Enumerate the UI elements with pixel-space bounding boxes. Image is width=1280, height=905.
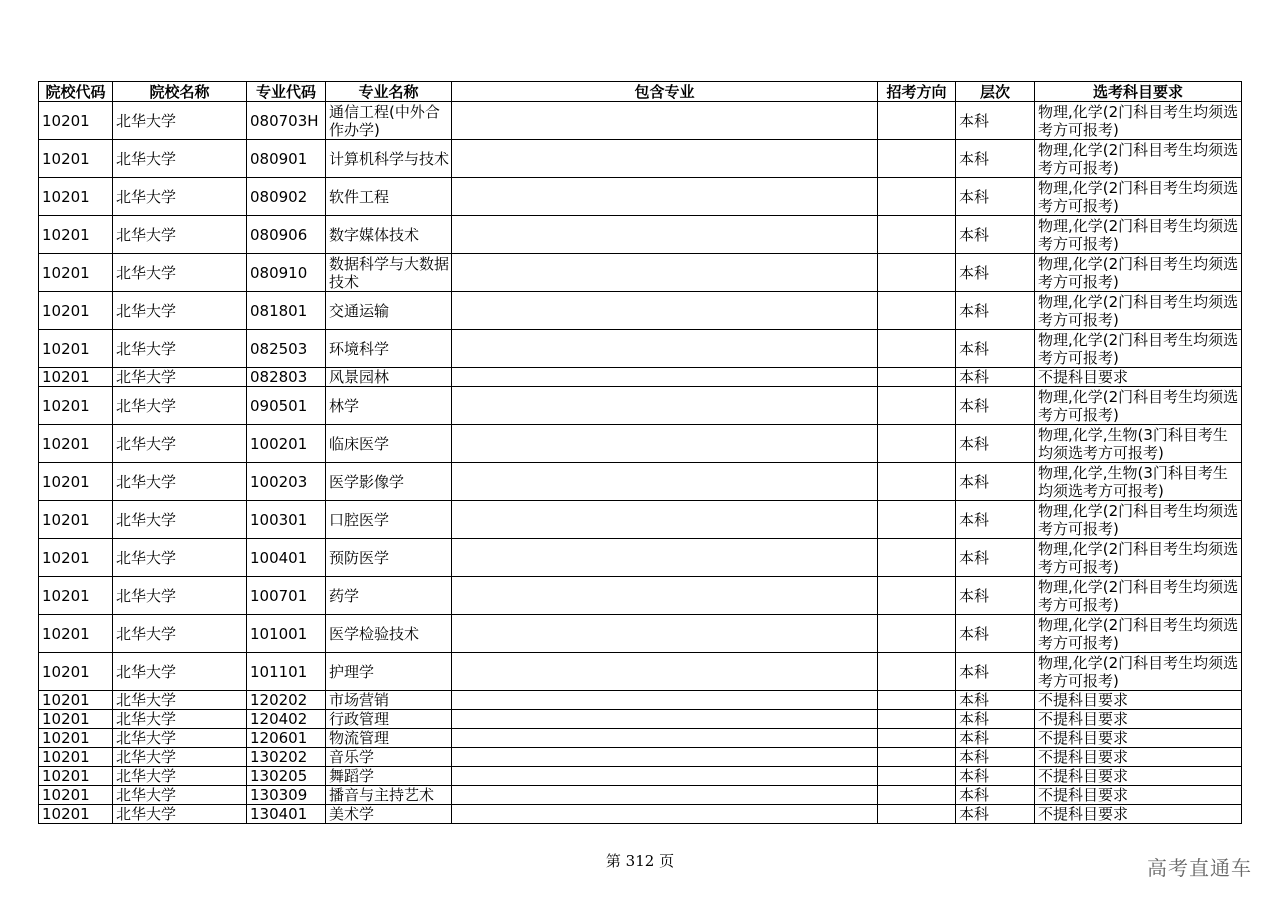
cell-major-code: 100701	[247, 577, 326, 615]
cell-included-majors	[452, 501, 878, 539]
cell-major-code: 081801	[247, 292, 326, 330]
cell-direction	[878, 691, 956, 710]
table-row	[39, 501, 1242, 539]
cell-direction	[878, 539, 956, 577]
cell-included-majors	[452, 577, 878, 615]
cell-major-name: 预防医学	[326, 539, 452, 577]
cell-direction	[878, 615, 956, 653]
cell-school-code: 10201	[39, 653, 113, 691]
cell-school-code: 10201	[39, 710, 113, 729]
table-body	[39, 102, 1242, 824]
cell-level: 本科	[956, 216, 1035, 254]
cell-school-code: 10201	[39, 615, 113, 653]
cell-major-code: 090501	[247, 387, 326, 425]
cell-school-code: 10201	[39, 330, 113, 368]
cell-major-name: 市场营销	[326, 691, 452, 710]
cell-school-code: 10201	[39, 729, 113, 748]
cell-school-code: 10201	[39, 805, 113, 824]
cell-school-code: 10201	[39, 463, 113, 501]
cell-major-code: 082503	[247, 330, 326, 368]
cell-level: 本科	[956, 577, 1035, 615]
cell-major-name: 美术学	[326, 805, 452, 824]
cell-direction	[878, 805, 956, 824]
cell-included-majors	[452, 539, 878, 577]
header-direction: 招考方向	[878, 82, 956, 102]
cell-included-majors	[452, 729, 878, 748]
cell-level: 本科	[956, 254, 1035, 292]
cell-direction	[878, 102, 956, 140]
cell-level: 本科	[956, 178, 1035, 216]
cell-included-majors	[452, 786, 878, 805]
table-row	[39, 178, 1242, 216]
cell-school-code: 10201	[39, 368, 113, 387]
cell-major-code: 080703H	[247, 102, 326, 140]
table-row	[39, 729, 1242, 748]
cell-school-code: 10201	[39, 425, 113, 463]
cell-school-code: 10201	[39, 140, 113, 178]
cell-major-code: 130309	[247, 786, 326, 805]
cell-included-majors	[452, 710, 878, 729]
cell-major-code: 100201	[247, 425, 326, 463]
cell-included-majors	[452, 178, 878, 216]
cell-major-code: 080901	[247, 140, 326, 178]
page-number: 第 312 页	[605, 852, 675, 870]
cell-requirement: 不提科目要求	[1035, 786, 1242, 805]
cell-school-name: 北华大学	[113, 710, 247, 729]
cell-major-code: 100401	[247, 539, 326, 577]
cell-major-code: 082803	[247, 368, 326, 387]
cell-major-name: 口腔医学	[326, 501, 452, 539]
cell-requirement: 物理,化学(2门科目考生均须选考方可报考)	[1035, 615, 1242, 653]
cell-requirement: 不提科目要求	[1035, 729, 1242, 748]
cell-level: 本科	[956, 691, 1035, 710]
cell-major-code: 080910	[247, 254, 326, 292]
table-row	[39, 539, 1242, 577]
table-row	[39, 330, 1242, 368]
cell-level: 本科	[956, 767, 1035, 786]
cell-major-name: 播音与主持艺术	[326, 786, 452, 805]
header-major-code: 专业代码	[247, 82, 326, 102]
cell-requirement: 物理,化学,生物(3门科目考生均须选考方可报考)	[1035, 425, 1242, 463]
cell-included-majors	[452, 653, 878, 691]
cell-direction	[878, 178, 956, 216]
cell-school-code: 10201	[39, 216, 113, 254]
table-row	[39, 216, 1242, 254]
cell-direction	[878, 767, 956, 786]
cell-level: 本科	[956, 292, 1035, 330]
header-school-name: 院校名称	[113, 82, 247, 102]
cell-major-code: 080902	[247, 178, 326, 216]
cell-level: 本科	[956, 748, 1035, 767]
cell-direction	[878, 501, 956, 539]
cell-school-name: 北华大学	[113, 805, 247, 824]
cell-school-name: 北华大学	[113, 615, 247, 653]
cell-major-name: 软件工程	[326, 178, 452, 216]
cell-school-name: 北华大学	[113, 767, 247, 786]
cell-school-code: 10201	[39, 767, 113, 786]
cell-major-name: 药学	[326, 577, 452, 615]
cell-school-name: 北华大学	[113, 463, 247, 501]
cell-requirement: 物理,化学(2门科目考生均须选考方可报考)	[1035, 577, 1242, 615]
cell-school-name: 北华大学	[113, 425, 247, 463]
header-requirement: 选考科目要求	[1035, 82, 1242, 102]
cell-major-code: 120601	[247, 729, 326, 748]
cell-level: 本科	[956, 463, 1035, 501]
cell-school-name: 北华大学	[113, 254, 247, 292]
cell-major-name: 护理学	[326, 653, 452, 691]
table-row	[39, 767, 1242, 786]
cell-included-majors	[452, 691, 878, 710]
cell-school-name: 北华大学	[113, 577, 247, 615]
cell-major-name: 数字媒体技术	[326, 216, 452, 254]
cell-major-code: 120402	[247, 710, 326, 729]
table-row	[39, 691, 1242, 710]
cell-included-majors	[452, 140, 878, 178]
table-row	[39, 254, 1242, 292]
cell-requirement: 不提科目要求	[1035, 767, 1242, 786]
cell-school-name: 北华大学	[113, 102, 247, 140]
cell-major-name: 数据科学与大数据技术	[326, 254, 452, 292]
cell-requirement: 物理,化学(2门科目考生均须选考方可报考)	[1035, 330, 1242, 368]
table-row	[39, 786, 1242, 805]
cell-direction	[878, 216, 956, 254]
cell-major-code: 100301	[247, 501, 326, 539]
cell-major-code: 130205	[247, 767, 326, 786]
table-header-row	[39, 82, 1242, 102]
table-row	[39, 653, 1242, 691]
cell-level: 本科	[956, 387, 1035, 425]
cell-school-code: 10201	[39, 102, 113, 140]
table-row	[39, 748, 1242, 767]
cell-major-code: 101101	[247, 653, 326, 691]
cell-requirement: 不提科目要求	[1035, 368, 1242, 387]
cell-school-name: 北华大学	[113, 653, 247, 691]
cell-level: 本科	[956, 786, 1035, 805]
cell-requirement: 物理,化学(2门科目考生均须选考方可报考)	[1035, 140, 1242, 178]
cell-direction	[878, 786, 956, 805]
cell-major-name: 医学检验技术	[326, 615, 452, 653]
table-row	[39, 292, 1242, 330]
cell-level: 本科	[956, 729, 1035, 748]
table-row	[39, 102, 1242, 140]
cell-included-majors	[452, 368, 878, 387]
cell-direction	[878, 330, 956, 368]
header-included-majors: 包含专业	[452, 82, 878, 102]
cell-school-name: 北华大学	[113, 387, 247, 425]
cell-major-name: 音乐学	[326, 748, 452, 767]
cell-major-code: 130202	[247, 748, 326, 767]
cell-school-name: 北华大学	[113, 178, 247, 216]
cell-requirement: 物理,化学(2门科目考生均须选考方可报考)	[1035, 387, 1242, 425]
cell-level: 本科	[956, 653, 1035, 691]
cell-school-code: 10201	[39, 577, 113, 615]
cell-school-name: 北华大学	[113, 786, 247, 805]
cell-direction	[878, 710, 956, 729]
cell-included-majors	[452, 292, 878, 330]
cell-requirement: 物理,化学(2门科目考生均须选考方可报考)	[1035, 501, 1242, 539]
cell-included-majors	[452, 387, 878, 425]
header-school-code: 院校代码	[39, 82, 113, 102]
cell-direction	[878, 292, 956, 330]
cell-school-name: 北华大学	[113, 748, 247, 767]
cell-school-code: 10201	[39, 387, 113, 425]
cell-school-name: 北华大学	[113, 729, 247, 748]
cell-requirement: 不提科目要求	[1035, 691, 1242, 710]
cell-school-code: 10201	[39, 786, 113, 805]
cell-requirement: 不提科目要求	[1035, 710, 1242, 729]
cell-level: 本科	[956, 805, 1035, 824]
cell-level: 本科	[956, 140, 1035, 178]
cell-requirement: 物理,化学(2门科目考生均须选考方可报考)	[1035, 178, 1242, 216]
cell-major-name: 通信工程(中外合作办学)	[326, 102, 452, 140]
cell-included-majors	[452, 330, 878, 368]
cell-level: 本科	[956, 425, 1035, 463]
cell-level: 本科	[956, 102, 1035, 140]
cell-level: 本科	[956, 501, 1035, 539]
cell-requirement: 物理,化学(2门科目考生均须选考方可报考)	[1035, 653, 1242, 691]
cell-included-majors	[452, 805, 878, 824]
cell-school-name: 北华大学	[113, 691, 247, 710]
cell-level: 本科	[956, 539, 1035, 577]
cell-included-majors	[452, 767, 878, 786]
table-row	[39, 368, 1242, 387]
cell-major-name: 计算机科学与技术	[326, 140, 452, 178]
cell-requirement: 物理,化学(2门科目考生均须选考方可报考)	[1035, 216, 1242, 254]
header-major-name: 专业名称	[326, 82, 452, 102]
cell-level: 本科	[956, 710, 1035, 729]
cell-major-name: 舞蹈学	[326, 767, 452, 786]
cell-major-name: 林学	[326, 387, 452, 425]
cell-direction	[878, 387, 956, 425]
cell-major-name: 临床医学	[326, 425, 452, 463]
cell-school-name: 北华大学	[113, 292, 247, 330]
cell-included-majors	[452, 748, 878, 767]
cell-school-code: 10201	[39, 691, 113, 710]
cell-major-name: 风景园林	[326, 368, 452, 387]
cell-included-majors	[452, 463, 878, 501]
cell-direction	[878, 463, 956, 501]
cell-school-name: 北华大学	[113, 140, 247, 178]
cell-direction	[878, 729, 956, 748]
cell-major-name: 环境科学	[326, 330, 452, 368]
cell-included-majors	[452, 216, 878, 254]
header-level: 层次	[956, 82, 1035, 102]
cell-school-code: 10201	[39, 501, 113, 539]
cell-school-name: 北华大学	[113, 216, 247, 254]
cell-major-code: 130401	[247, 805, 326, 824]
cell-major-code: 101001	[247, 615, 326, 653]
cell-direction	[878, 254, 956, 292]
table-row	[39, 615, 1242, 653]
cell-major-code: 120202	[247, 691, 326, 710]
cell-school-name: 北华大学	[113, 368, 247, 387]
cell-direction	[878, 368, 956, 387]
cell-major-name: 行政管理	[326, 710, 452, 729]
cell-major-name: 医学影像学	[326, 463, 452, 501]
cell-school-code: 10201	[39, 748, 113, 767]
cell-included-majors	[452, 254, 878, 292]
table-row	[39, 577, 1242, 615]
major-requirements-table	[38, 81, 1242, 824]
cell-included-majors	[452, 615, 878, 653]
table-row	[39, 387, 1242, 425]
table-row	[39, 710, 1242, 729]
cell-major-name: 物流管理	[326, 729, 452, 748]
cell-requirement: 不提科目要求	[1035, 805, 1242, 824]
cell-level: 本科	[956, 330, 1035, 368]
cell-school-code: 10201	[39, 178, 113, 216]
cell-requirement: 物理,化学,生物(3门科目考生均须选考方可报考)	[1035, 463, 1242, 501]
cell-major-code: 100203	[247, 463, 326, 501]
cell-major-code: 080906	[247, 216, 326, 254]
cell-direction	[878, 748, 956, 767]
cell-direction	[878, 653, 956, 691]
cell-included-majors	[452, 425, 878, 463]
cell-school-name: 北华大学	[113, 330, 247, 368]
cell-major-name: 交通运输	[326, 292, 452, 330]
table-row	[39, 425, 1242, 463]
table-row	[39, 140, 1242, 178]
cell-direction	[878, 140, 956, 178]
cell-direction	[878, 425, 956, 463]
cell-school-code: 10201	[39, 254, 113, 292]
cell-requirement: 物理,化学(2门科目考生均须选考方可报考)	[1035, 254, 1242, 292]
cell-school-name: 北华大学	[113, 501, 247, 539]
cell-level: 本科	[956, 368, 1035, 387]
cell-included-majors	[452, 102, 878, 140]
cell-school-code: 10201	[39, 292, 113, 330]
cell-requirement: 物理,化学(2门科目考生均须选考方可报考)	[1035, 539, 1242, 577]
table-row	[39, 463, 1242, 501]
cell-school-name: 北华大学	[113, 539, 247, 577]
cell-requirement: 不提科目要求	[1035, 748, 1242, 767]
cell-direction	[878, 577, 956, 615]
cell-school-code: 10201	[39, 539, 113, 577]
cell-requirement: 物理,化学(2门科目考生均须选考方可报考)	[1035, 292, 1242, 330]
table-row	[39, 805, 1242, 824]
cell-requirement: 物理,化学(2门科目考生均须选考方可报考)	[1035, 102, 1242, 140]
watermark-text: 高考直通车	[1147, 856, 1252, 880]
cell-level: 本科	[956, 615, 1035, 653]
